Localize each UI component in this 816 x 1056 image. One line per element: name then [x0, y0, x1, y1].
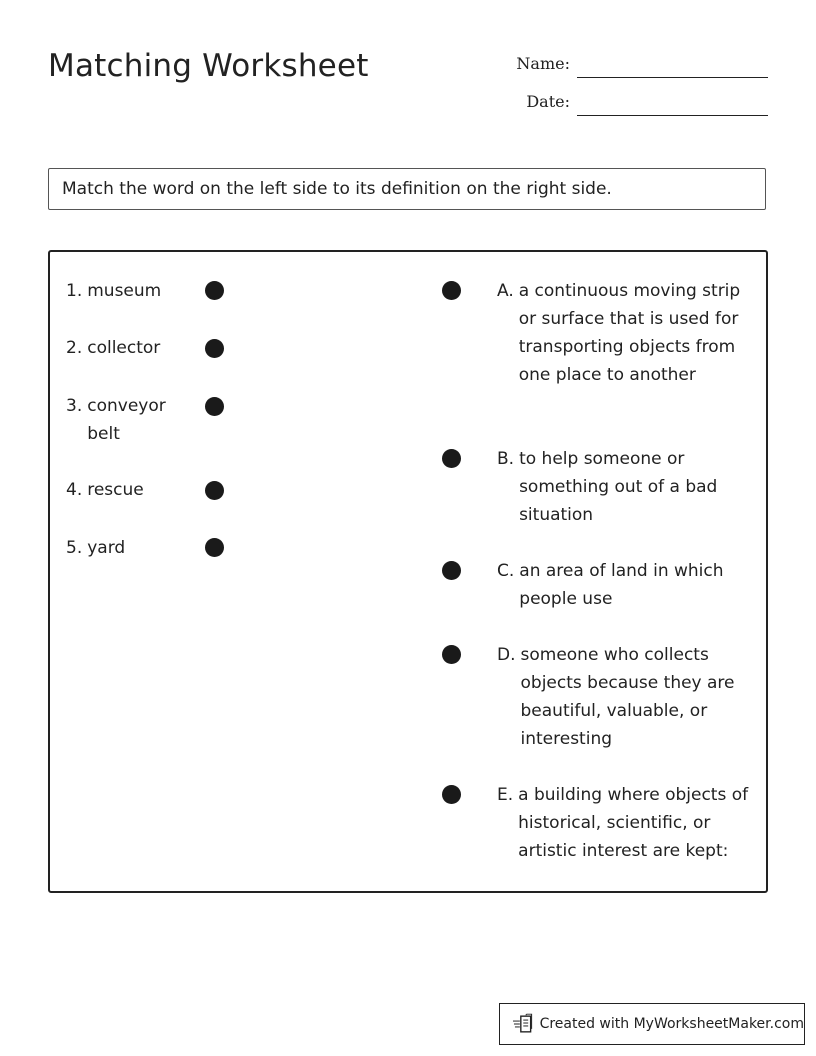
- definition-dot[interactable]: [442, 785, 461, 804]
- definition-text: a building where objects of historical, scientific, or artistic interest are kept:: [518, 785, 749, 861]
- definition-letter: B.: [497, 449, 515, 469]
- word-item: [66, 334, 186, 362]
- date-line[interactable]: [577, 115, 768, 116]
- word-text: rescue: [87, 480, 144, 500]
- word-dot[interactable]: [205, 538, 224, 557]
- definition-item: [497, 557, 762, 613]
- name-field[interactable]: [490, 50, 768, 80]
- word-item: [66, 476, 186, 504]
- word-number: 3.: [66, 396, 83, 416]
- definition-dot[interactable]: [442, 281, 461, 300]
- definition-letter: A.: [497, 281, 514, 301]
- date-field[interactable]: [490, 88, 768, 118]
- definition-item: [497, 641, 762, 753]
- definition-letter: E.: [497, 785, 514, 805]
- footer-text: Created with MyWorksheetMaker.com: [539, 1016, 804, 1032]
- definition-text: a continuous moving strip or surface that is used for transporting objects from one place to another: [518, 281, 741, 385]
- name-line[interactable]: [577, 77, 768, 78]
- definition-text: an area of land in which people use: [519, 561, 724, 609]
- definition-dot[interactable]: [442, 449, 461, 468]
- word-item: [66, 392, 184, 448]
- word-number: 5.: [66, 538, 83, 558]
- definition-item: [497, 781, 762, 865]
- definition-letter: D.: [497, 645, 516, 665]
- word-dot[interactable]: [205, 481, 224, 500]
- word-dot[interactable]: [205, 281, 224, 300]
- word-text: yard: [87, 538, 126, 558]
- word-number: 4.: [66, 480, 83, 500]
- definition-item: [497, 277, 762, 389]
- instructions-box: Match the word on the left side to its definition on the right side.: [48, 168, 766, 210]
- definition-text: someone who collects objects because they are beautiful, valuable, or interesting: [520, 645, 735, 749]
- definition-dot[interactable]: [442, 561, 461, 580]
- date-label: Date:: [526, 92, 570, 111]
- word-item: [66, 534, 186, 562]
- definition-item: [497, 445, 762, 529]
- worksheet-maker-logo-icon: [512, 1013, 534, 1035]
- word-number: 2.: [66, 338, 83, 358]
- footer-credit[interactable]: [499, 1003, 805, 1045]
- word-text: collector: [87, 338, 161, 358]
- definition-text: to help someone or something out of a bad situation: [519, 449, 718, 525]
- definition-letter: C.: [497, 561, 515, 581]
- word-text: museum: [87, 281, 162, 301]
- word-dot[interactable]: [205, 397, 224, 416]
- word-item: [66, 277, 186, 305]
- name-label: Name:: [516, 54, 570, 73]
- definition-dot[interactable]: [442, 645, 461, 664]
- word-number: 1.: [66, 281, 83, 301]
- word-text: conveyor belt: [87, 396, 166, 444]
- word-dot[interactable]: [205, 339, 224, 358]
- page-title: Matching Worksheet: [48, 48, 369, 84]
